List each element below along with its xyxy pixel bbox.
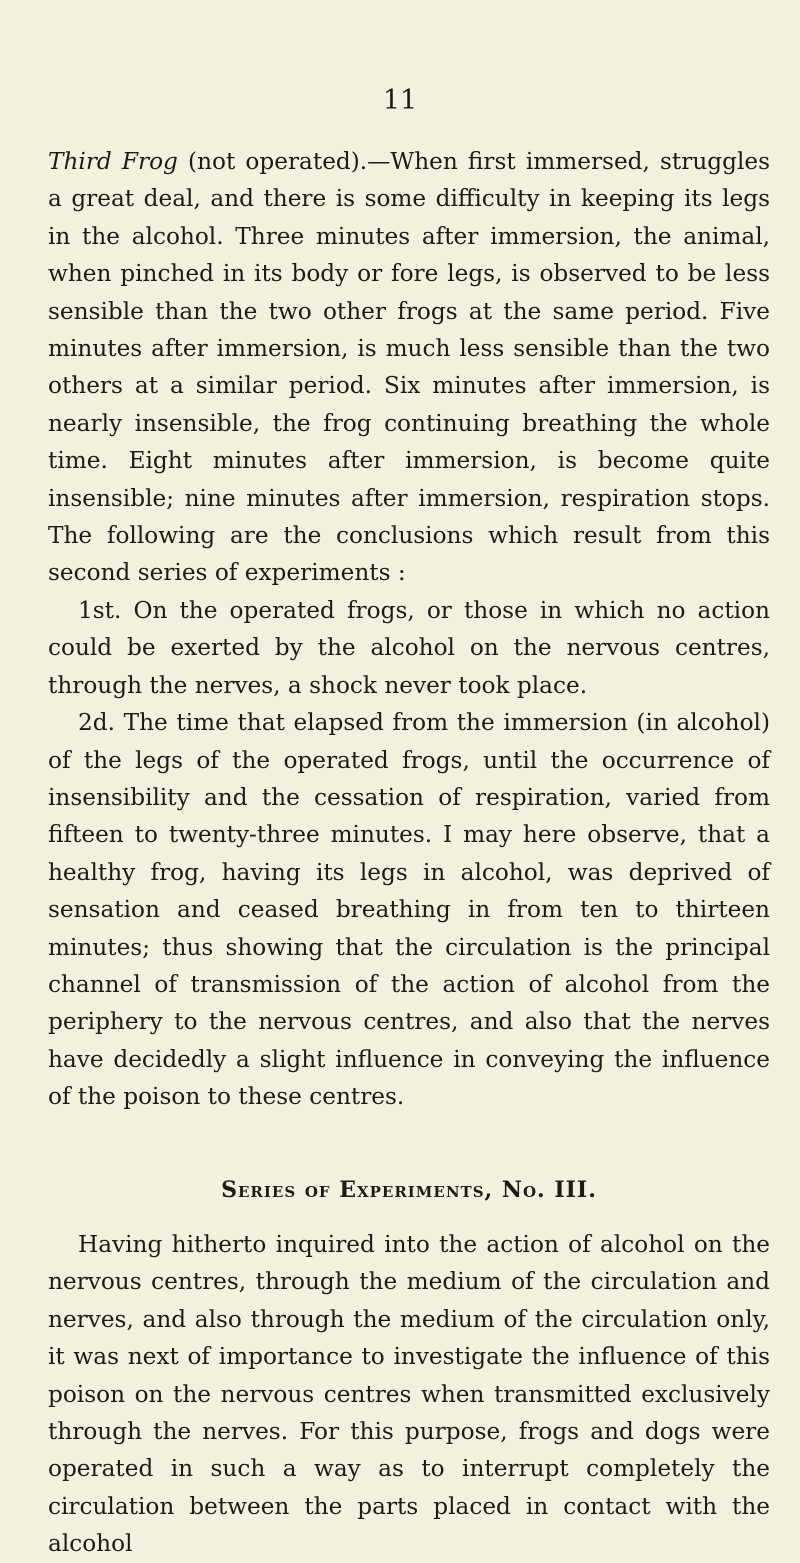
paragraph-conclusion-1: 1st. On the operated frogs, or those in which no action could be exerted by the alcohol on the nervous centres, through the nerves, a shock never took place.	[48, 596, 770, 699]
paragraph-conclusion-2: 2d. The time that elapsed from the immersion (in alcohol) of the legs of the operated frogs, until the occurrence of insensibility and the cessation of respiration, varied from fifteen to twenty-three minutes. I may here observe, that a healthy frog, having its legs in alcohol, was deprived of sensation and ceased breathing in from ten to thirteen minutes; thus showing that the circulation is the principal channel of transmission of the action of alcohol from the periphery to the nervous centres, and also that the nerves have decidedly a slight influence in conveying the influence of the poison to these centres.	[48, 709, 770, 1111]
body-text	[48, 143, 770, 1563]
paragraph-series-three: Having hitherto inquired into the action of alcohol on the nervous centres, through the medium of the circulation and nerves, and also through the medium of the circulation only, it was next of importance to investigate the influence of this poison on the nervous centres when transmitted exclusively through the nerves. For this purpose, frogs and dogs were operated in such a way as to interrupt completely the circulation between the parts placed in contact with the alcohol	[48, 1230, 770, 1558]
paragraph-third-frog-text: (not operated).—When first immersed, struggles a great deal, and there is some difficulty in keeping its legs in the alcohol. Three minutes after immersion, the animal, when pinched in its body or fore legs, is observed to be less sensible than the two other frogs at the same period. Five minutes after immersion, is much less sensible than the two others at a similar period. Six minutes after immersion, is nearly insensible, the frog continuing breathing the whole time. Eight minutes after immersion, is become quite insensible; nine minutes after immersion, respiration stops. The following are the conclusions which result from this second series of experiments :	[48, 148, 770, 587]
paragraph-lead-italic: Third Frog	[48, 148, 178, 175]
page-number: 11	[382, 85, 418, 116]
paragraph-third-frog	[48, 143, 770, 592]
section-heading: Series of Experiments, No. III.	[221, 1176, 597, 1203]
